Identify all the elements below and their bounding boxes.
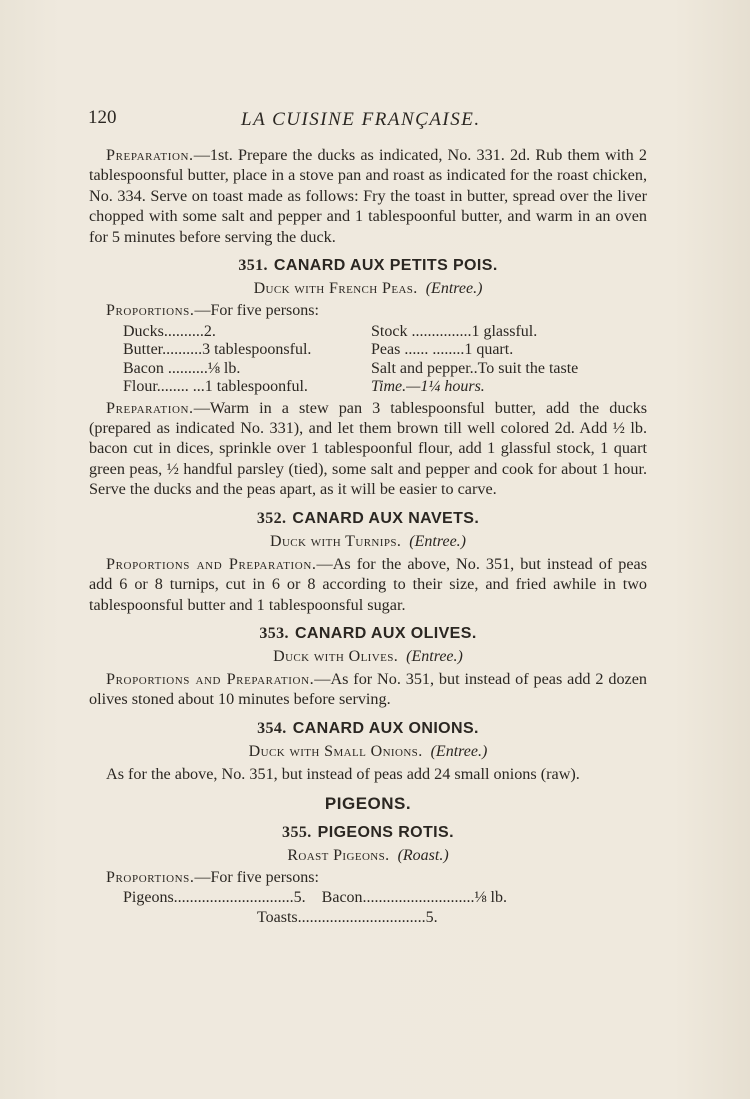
recipe-355-ingredients: [89, 888, 647, 928]
page-header: [88, 107, 648, 135]
proportions-intro: —For five persons:: [194, 302, 319, 320]
recipe-354-subtitle: [89, 742, 647, 762]
ingredient-ducks: Ducks..........2.: [123, 323, 216, 341]
recipe-355-title: [89, 824, 647, 842]
recipe-351-title: [89, 257, 647, 275]
recipe-352-english-name: Duck with Turnips.: [269, 532, 402, 550]
proportions-label: Proportions.: [106, 302, 195, 320]
ingredient-salt-pepper: Salt and pepper..To suit the taste: [371, 359, 579, 377]
recipe-353-english-name: Duck with Olives.: [273, 647, 399, 665]
recipe-354-course: (Entree.): [430, 742, 488, 760]
page-content: [89, 145, 647, 928]
ingredient-line-toasts: Toasts................................5.: [257, 909, 438, 927]
recipe-351-course: (Entree.): [425, 280, 483, 298]
ingredient-line-pigeons-bacon: Pigeons..............................5. Bacon............................⅛ lb.: [123, 889, 507, 907]
recipe-352-body: —As for the above, No. 351, but instead of peas add 6 or 8 turnips, cut in 6 or 8 according to their size, and fried awhile in two tablespoonsful butter and 1 tablespoonsful sugar.: [89, 554, 647, 614]
recipe-355-name: PIGEONS ROTIS.: [317, 824, 454, 842]
recipe-355-subtitle: [89, 846, 647, 866]
proportions-preparation-label: Proportions and Preparation.: [106, 669, 315, 688]
recipe-354-name: CANARD AUX ONIONS.: [292, 719, 479, 737]
proportions-preparation-label: Proportions and Preparation.: [106, 554, 317, 573]
recipe-351-subtitle: [89, 279, 647, 299]
ingredient-bacon: Bacon ..........⅛ lb.: [123, 359, 241, 377]
recipe-355-course: (Roast.): [397, 847, 449, 865]
recipe-353-title: [89, 625, 647, 643]
recipe-355-number: 355.: [282, 824, 312, 842]
ingredient-flour: Flour........ ...1 tablespoonful.: [123, 378, 308, 396]
section-title-pigeons: PIGEONS.: [324, 794, 412, 814]
recipe-353-number: 353.: [259, 624, 289, 642]
running-title: LA CUISINE FRANÇAISE.: [241, 109, 481, 130]
page-number: 120: [88, 107, 117, 128]
cooking-time: Time.—1¼ hours.: [371, 378, 485, 396]
recipe-353-name: CANARD AUX OLIVES.: [294, 624, 477, 642]
intro-paragraph: [89, 145, 647, 247]
recipe-355-proportions-heading: [89, 868, 647, 888]
preparation-text: —Warm in a stew pan 3 tablespoonsful butter, add the ducks (prepared as indicated No. 331), and let them brown till well colored 2d. Add ½ lb. bacon cut in dices, sprinkle over 1 tablespoonful flour, add 1 glassful stock, 1 quart green peas, ½ handful parsley (tied), some salt and pepper and cook for about 1 hour. Serve the ducks and the peas apart, as it will be easier to carve.: [89, 398, 647, 499]
recipe-352-course: (Entree.): [409, 532, 466, 550]
recipe-354-english-name: Duck with Small Onions.: [248, 742, 423, 760]
ingredient-butter: Butter..........3 tablespoonsful.: [123, 341, 312, 359]
recipe-352-title: [89, 510, 647, 528]
recipe-352-text: [89, 554, 647, 615]
ingredient-peas: Peas ...... ........1 quart.: [371, 341, 514, 359]
preparation-label: Preparation.: [106, 146, 194, 164]
recipe-352-subtitle: [89, 532, 647, 552]
recipe-351-proportions-heading: [89, 301, 647, 321]
recipe-353-text: [89, 669, 647, 710]
recipe-355-english-name: Roast Pigeons.: [287, 847, 390, 865]
recipe-354-text: As for the above, No. 351, but instead of peas add 24 small onions (raw).: [106, 764, 580, 783]
recipe-351-preparation: [89, 398, 647, 500]
recipe-351-name: CANARD AUX PETITS POIS.: [273, 257, 498, 275]
recipe-351-ingredients: [89, 323, 647, 397]
recipe-353-body: —As for No. 351, but instead of peas add 2 dozen olives stoned about 10 minutes before serving.: [89, 669, 647, 709]
recipe-352-name: CANARD AUX NAVETS.: [292, 509, 480, 527]
proportions-intro: —For five persons:: [194, 869, 319, 887]
ingredient-stock: Stock ...............1 glassful.: [371, 323, 538, 341]
recipe-354-number: 354.: [257, 719, 287, 737]
recipe-353-subtitle: [89, 647, 647, 667]
recipe-351-number: 351.: [238, 257, 268, 275]
recipe-352-number: 352.: [256, 509, 287, 527]
recipe-351-english-name: Duck with French Peas.: [253, 280, 418, 298]
recipe-353-course: (Entree.): [406, 647, 463, 665]
proportions-label: Proportions.: [106, 869, 195, 887]
preparation-label: Preparation.: [106, 398, 194, 417]
recipe-354-title: [89, 720, 647, 738]
intro-text: —1st. Prepare the ducks as indicated, No. 331. 2d. Rub them with 2 tablespoonsful butter, place in a stove pan and roast as indicated for the roast chicken, No. 334. Serve on toast made as follows: Fry the toast in butter, spread over the liver chopped with some salt and pepper and 1 tablespoonful butter, and warm in an oven for 5 minutes before serving the duck.: [89, 146, 647, 246]
